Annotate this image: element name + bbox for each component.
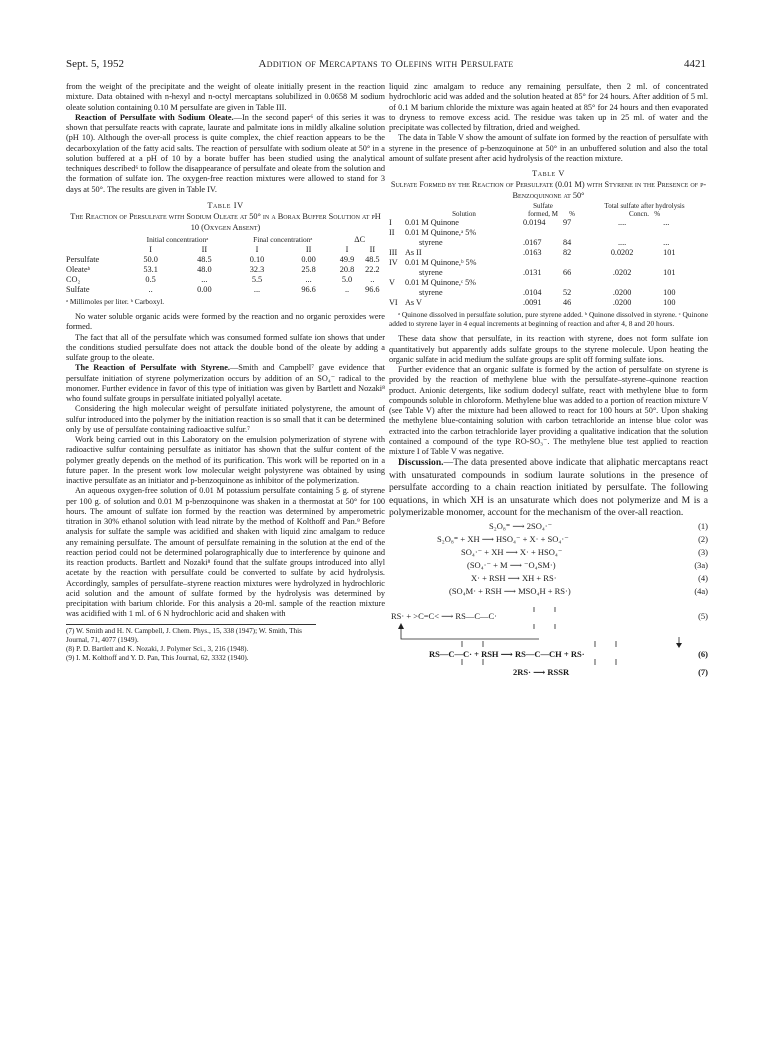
equation-text: S₂O₈⁼ ⟶ 2SO₄·⁻: [489, 521, 553, 532]
table-cell: [663, 258, 708, 268]
table-cell: .0091: [523, 298, 542, 308]
column-subheader: II: [201, 245, 208, 254]
equation-text: S₂O₈⁼ + XH ⟶ HSO₄⁻ + X· + SO₄·⁻: [437, 534, 569, 545]
equation-number: (7): [698, 667, 708, 678]
equation: [471, 573, 557, 583]
equation-text: SO₄·⁻ + XH ⟶ X· + HSO₄⁻: [461, 547, 563, 558]
paragraph-text: —Smith and Campbell⁷ gave evidence that persulfate initiation of styrene polymerization occurs by addition of an SO₄⁻ radical to the monomer. Further evidence in favor of this type of initiation was given by Bartlett and Nozaki⁸ who found sulfate groups in persulfate initiated polyallyl acetate.: [66, 363, 385, 403]
equation: [489, 521, 552, 531]
row-label: Persulfate: [66, 255, 100, 264]
equation-number: (4a): [694, 586, 708, 597]
section-heading: Reaction of Persulfate with Sodium Oleate.: [75, 112, 234, 122]
column-subheader: I: [149, 245, 152, 254]
table-v: [389, 203, 708, 308]
equation-number: (5): [698, 611, 708, 622]
column-header: Initial concentrationᵃ: [146, 235, 209, 244]
table-label: Table V: [532, 169, 565, 178]
section-heading: The Reaction of Persulfate with Styrene.: [75, 363, 230, 373]
table-cell: 0.01 M Quinone: [405, 218, 459, 228]
table-cell: 0.01 M Quinone,ᶜ 5%: [405, 278, 477, 288]
table-footnote: ᵃ Quinone dissolved in persulfate solution, pure styrene added. ᵇ Quinone dissolved in styrene. ᶜ Quinone added to styrene layer in 4 equal increments at beginning of reaction and after 4, 8 and 20 hours.: [389, 310, 708, 329]
table-cell: ..: [344, 285, 350, 294]
table-cell: 0.10: [249, 255, 265, 264]
table-cell: 101: [663, 268, 676, 278]
table-footnote: ᵃ Millimoles per liter. ᵇ Carboxyl.: [66, 297, 165, 306]
table-row: [389, 258, 708, 268]
equation: [513, 667, 569, 677]
paragraph: An aqueous oxygen-free solution of 0.01 M potassium persulfate containing 5 g. of styrene per 100 g. of solution and 0.01 M p-benzoquinone was shaken in a thermostat at 50° for 100 hours. The amount of sulfate ion formed by the reaction was determined by amperometric titration in 30% ethanol solution with lead nitrate by the method of Kolthoff and Pan.⁹ Before analysis for sulfate the sample was acidified and shaken with liquid zinc amalgam to reduce any remaining persulfate. The amount of persulfate remaining in the solution at the end of the reaction period could not be determined polarographically due to interference by quinone and its reaction products. Bartlett and Nozaki⁸ found that the sulfate groups introduced into allyl acetate by the reaction with persulfate could be converted to sulfate by acid hydrolysis. Accordingly, samples of persulfate–styrene reaction mixtures were hydrolyzed in hydrochloric acid solution and the amount of sulfate formed by the hydrolysis was determined by precipitation with barium chloride. For this analysis a 20-ml. sample of the reaction mixture was acidified with 1 ml. of 6 N hydrochloric acid and shaken with: [66, 486, 385, 619]
table-row: [389, 288, 708, 298]
row-number: I: [389, 218, 392, 228]
column-subheader: %: [654, 209, 661, 218]
equation: [437, 534, 569, 544]
row-number: II: [389, 228, 395, 238]
table-cell: [663, 278, 708, 288]
paragraph: liquid zinc amalgam to reduce any remaining persulfate, then 2 ml. of concentrated hydrochloric acid was added and the solution heated at 85° for 24 hours. After addition of 5 ml. of 0.1 M barium chloride the mixture was again heated at 85° for 24 hours and then evaporated to dryness to remove excess acid. The residue was taken up in 25 ml. of water and the precipitate was collected by filtration, dried and weighed.: [389, 82, 708, 132]
equation-text: 2RS· ⟶ RSSR: [513, 667, 570, 678]
paragraph: [389, 457, 708, 519]
table-cell: 48.0: [197, 265, 212, 274]
row-label: Sulfate: [66, 285, 90, 294]
table-cell: [523, 258, 563, 268]
equation-number: (4): [698, 573, 708, 584]
equation: [449, 586, 571, 596]
table-cell: 97: [563, 218, 572, 228]
table-cell: 0.0202: [610, 248, 634, 258]
table-row: [389, 298, 708, 308]
table-cell: 5.0: [341, 275, 353, 284]
paragraph: The data in Table V show the amount of sulfate ion formed by the reaction of persulfate with styrene in the presence of p-benzoquinone at 50° in an unbuffered solution and also the total amount of sulfate present after acid hydrolysis of the reaction mixture.: [389, 133, 708, 163]
paragraph: Further evidence that an organic sulfate is formed by the action of persulfate on styrene is provided by the reaction of methylene blue with the persulfate–styrene–quinone reaction product. Anionic detergents, like sodium dodecyl sulfate, react with methylene blue to form compounds soluble in chloroform. Methylene blue was added to a portion of reaction mixture V (see Table V) after the mixture had been allowed to react for 100 hours at 50°. Upon shaking the methylene blue-containing solution with carbon tetrachloride an intense blue color was extracted into the carbon tetrachloride layer providing a qualitative indication that the solution contained a compound of the type RO-SO₃⁻. The methylene blue test applied to reaction mixture I of Table V was negative.: [389, 365, 708, 457]
table-cell: 46: [563, 298, 572, 308]
references: [66, 624, 316, 663]
column-header-group: [581, 203, 708, 218]
table-cell: As V: [405, 298, 422, 308]
table-row: [66, 285, 385, 295]
row-number: III: [389, 248, 398, 258]
table-row: [389, 248, 708, 258]
table-cell: ...: [201, 275, 208, 284]
table-cell: 0.00: [301, 255, 316, 264]
table-cell: [523, 228, 563, 238]
table-cell: 96.6: [301, 285, 316, 294]
table-row: [66, 265, 385, 275]
section-heading: Discussion.: [398, 457, 444, 469]
table-row: [66, 275, 385, 285]
table-cell: ...: [663, 218, 670, 228]
column-subheader: I: [255, 245, 259, 254]
table-row: [389, 278, 708, 288]
table-cell: [581, 258, 663, 268]
equation-text: RS· + >C=C< ⟶ RS—C—C·: [391, 611, 497, 622]
column-header: %: [569, 209, 575, 218]
equation: [467, 560, 556, 570]
table-cell: 0.01 M Quinone,ᵇ 5%: [405, 258, 477, 268]
table-cell: 5.5: [251, 275, 263, 284]
table-cell: [563, 228, 581, 238]
row-number: [389, 288, 405, 298]
column-subheader: II: [369, 245, 376, 254]
equations-block: [389, 519, 708, 719]
table-cell: [523, 278, 563, 288]
table-cell: 0.0194: [523, 218, 546, 228]
table-cell: 66: [563, 268, 572, 278]
table-cell: [581, 278, 663, 288]
arrow-head: [398, 623, 404, 629]
reference: (7) W. Smith and H. N. Campbell, J. Chem. Phys., 15, 338 (1947); W. Smith, This Journal, 71, 4077 (1949).: [66, 626, 302, 644]
table-cell: styrene: [419, 288, 443, 298]
paragraph: [66, 113, 385, 195]
table-cell: 49.9: [339, 255, 355, 264]
column-header: Sulfate formed, M: [528, 202, 558, 218]
table-cell: 0.00: [197, 285, 212, 294]
table-cell: 20.8: [339, 265, 355, 274]
equation-number: (2): [698, 534, 708, 545]
running-header: [66, 58, 706, 72]
table-cell: .0200: [612, 298, 632, 308]
paragraph: Work being carried out in this Laboratory on the emulsion polymerization of styrene with radioactive sulfur containing persulfate as initiator has shown that the sulfur content of the polymer greatly depends on the method of its purification. This work will be reported on in a future paper. In the present work low molecular weight polystyrene was obtained by using inactive persulfate as an initiator and p-benzoquinone as inhibitor of the polymerization.: [66, 435, 385, 485]
column-subheader: Concn.: [628, 209, 649, 218]
table-title: The Reaction of Persulfate with Sodium Oleate at 50° in a Borax Buffer Solution at pH 10 (Oxygen Absent): [70, 212, 381, 232]
column-header: ΔC: [354, 235, 366, 244]
table-title: Sulfate Formed by the Reaction of Persulfate (0.01 M) with Styrene in the Presence of p-Benzoquinone at 50°: [390, 180, 707, 200]
table-cell: ....: [617, 238, 627, 248]
table-cell: [563, 258, 581, 268]
column-header: Final concentrationᵃ: [253, 235, 313, 244]
equation-number: (1): [698, 521, 708, 532]
table-row: [389, 228, 708, 238]
paragraph: Considering the high molecular weight of persulfate initiated polystyrene, the amount of sulfur introduced into the polymer by the initiation reaction is so small that it can be determined only by use of persulfate containing radioactive sulfur.⁷: [66, 404, 385, 434]
table-cell: .0202: [612, 268, 632, 278]
column-subheader: II: [305, 245, 312, 254]
header-date: Sept. 5, 1952: [66, 58, 125, 70]
table-cell: .0163: [523, 248, 542, 258]
table-cell: .0131: [523, 268, 542, 278]
table-cell: [563, 278, 581, 288]
table-cell: ..: [148, 285, 153, 294]
table-cell: 100: [663, 298, 676, 308]
equation-number: (3a): [694, 560, 708, 571]
table-row: [389, 268, 708, 278]
row-label: Oleateᵇ: [66, 265, 91, 274]
paragraph: The fact that all of the persulfate which was consumed formed sulfate ion shows that under the conditions studied persulfate does not attack the double bond of the oleate by adding a sulfate group to the oleate.: [66, 332, 385, 362]
table-cell: 84: [563, 238, 572, 248]
row-number: IV: [389, 258, 398, 268]
header-title: Addition of Mercaptans to Olefins with Persulfate: [258, 58, 514, 70]
table-cell: 0.5: [145, 275, 156, 284]
page-number: 4421: [684, 58, 706, 70]
table-cell: 96.6: [365, 285, 380, 294]
table-iv: [66, 235, 385, 295]
equation-number: (3): [698, 547, 708, 558]
table-cell: [581, 228, 663, 238]
paragraph: These data show that persulfate, in its reaction with styrene, does not form sulfate ion quantitatively but apparently adds sulfate groups to the styrene molecule. Upon heating the organic sulfate in acid medium the sulfate groups are split off forming sulfate ions.: [389, 334, 708, 364]
paragraph-text: —In the second paper⁶ of this series it was shown that persulfate reacts with caprate, laurate and palmitate ions in mildly alkaline solution (pH 10). Although the over-all process is quite complex, the chief reaction appears to be the decarboxylation of the fatty acid salts. The reaction of persulfate with sodium oleate at 50° in a solution buffered at a pH of 10 by a borate buffer has been studied using the analytical techniques described⁶ to follow the disappearance of persulfate and oleate from the solution and the formation of sulfate ion. The oxygen-free reaction mixtures were allowed to stand for 3 days at 50°. The results are given in Table IV.: [66, 112, 385, 194]
table-cell: As II: [405, 248, 422, 258]
table-row: [66, 255, 385, 265]
table-cell: 100: [663, 288, 676, 298]
table-cell: .0104: [523, 288, 542, 298]
table-cell: 0.01 M Quinone,ᵃ 5%: [405, 228, 477, 238]
table-cell: .0200: [612, 288, 632, 298]
equation-text: (SO₄M· + RSH ⟶ MSO₄H + RS·): [449, 586, 571, 597]
table-row: [389, 238, 708, 248]
row-number: [389, 238, 405, 248]
equation-text: X· + RSH ⟶ XH + RS·: [471, 573, 557, 584]
table-cell: 101: [663, 248, 676, 258]
table-cell: 50.0: [143, 255, 158, 264]
right-column: [389, 82, 708, 719]
arrow-head: [676, 643, 682, 648]
row-label: CO₂: [66, 275, 81, 284]
table-cell: 32.3: [249, 265, 265, 274]
table-cell: ....: [617, 218, 627, 228]
table-label: Table IV: [207, 200, 244, 210]
equation-text: (SO₄·⁻ + M ⟶ ⁻O₄SM·): [467, 560, 556, 571]
table-cell: [663, 228, 708, 238]
table-cell: styrene: [419, 268, 443, 278]
table-cell: 48.5: [365, 255, 380, 264]
table-cell: 25.8: [301, 265, 316, 274]
row-number: [389, 268, 405, 278]
equation: [461, 547, 562, 557]
column-header: Total sulfate after hydrolysis: [604, 202, 685, 211]
table-cell: ...: [253, 285, 261, 294]
reference: (8) P. D. Bartlett and K. Nozaki, J. Polymer Sci., 3, 216 (1948).: [66, 644, 249, 653]
table-cell: styrene: [419, 238, 443, 248]
table-cell: 82: [563, 248, 572, 258]
table-cell: ..: [370, 275, 375, 284]
row-number: VI: [389, 298, 398, 308]
reference: (9) I. M. Kolthoff and Y. D. Pan, This Journal, 62, 3332 (1940).: [66, 653, 249, 662]
paragraph: [66, 363, 385, 404]
discussion: [389, 457, 708, 519]
table-cell: ...: [305, 275, 312, 284]
table-cell: 53.1: [143, 265, 158, 274]
column-header: Solution: [452, 209, 476, 218]
table-cell: 22.2: [365, 265, 380, 274]
equation-number: (6): [698, 649, 708, 660]
paragraph: from the weight of the precipitate and the weight of oleate initially present in the reaction mixture. Data obtained with n-hexyl and n-octyl mercaptans solubilized in 0.0658 M sodium oleate solution containing 0.10 M persulfate are given in Table III.: [66, 82, 385, 112]
paragraph: No water soluble organic acids were formed by the reaction and no organic peroxides were formed.: [66, 312, 385, 332]
column-subheader: I: [345, 245, 349, 254]
table-cell: 52: [563, 288, 572, 298]
table-row: [389, 218, 708, 228]
table-cell: .0167: [523, 238, 542, 248]
table-cell: 48.5: [197, 255, 212, 264]
equation-text: RS—C—C· + RSH ⟶ RS—C—CH + RS·: [429, 649, 585, 660]
table-cell: ...: [663, 238, 670, 248]
row-number: V: [389, 278, 395, 288]
paragraph-text: —The data presented above indicate that aliphatic mercaptans react with unsaturated compounds in sodium laurate solutions in the presence of persulfate according to a chain reaction initiated by persulfate. The following equations, in which XH is an unsaturate which does not polymerize and M is a polymerizable monomer, account for the mechanism of the over-all reaction.: [389, 457, 708, 519]
left-column: [66, 82, 385, 663]
